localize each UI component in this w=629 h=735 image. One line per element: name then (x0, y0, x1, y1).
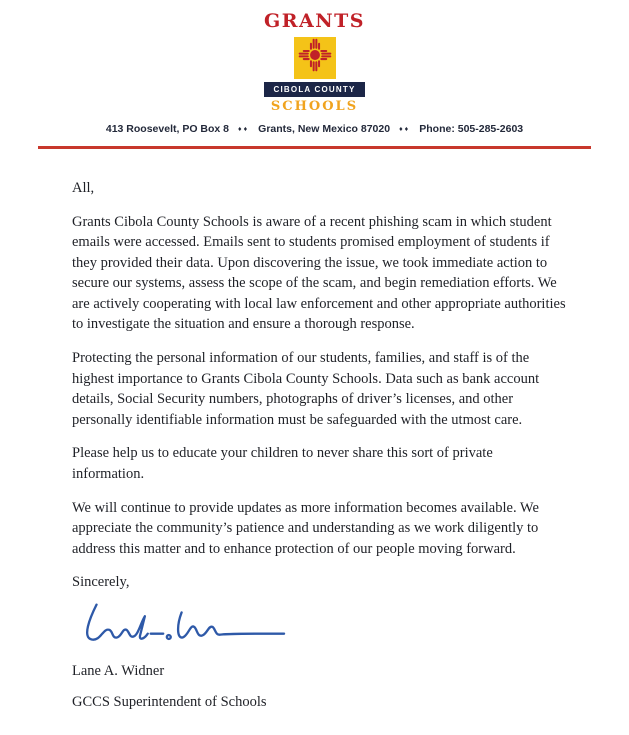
zia-sun-icon (297, 37, 333, 73)
letter-paragraph: Protecting the personal information of our students, families, and staff is of the highest importance to Grants Cibola County Schools. Data such as bank account details, Social Security numbers, photographs of driver’s licenses, and other personally identifiable information must be safeguarded with the utmost care. (72, 350, 540, 428)
county-banner: CIBOLA COUNTY (264, 82, 366, 97)
salutation: All, (72, 180, 95, 196)
handwritten-signature-icon (72, 595, 297, 653)
city-address: Grants, New Mexico 87020 (258, 123, 391, 135)
signature-image (72, 595, 567, 653)
signer-name: Lane A. Widner (72, 662, 165, 679)
schools-label: SCHOOLS (270, 99, 359, 114)
closing: Sincerely, (72, 574, 130, 591)
street-address: 413 Roosevelt, PO Box 8 (105, 123, 230, 135)
letterhead (0, 0, 629, 149)
diamond-separator-icon: ♦♦ (238, 126, 250, 133)
diamond-separator-icon: ♦♦ (399, 126, 411, 133)
letter-paragraph: Please help us to educate your children to never share this sort of private information. (72, 445, 493, 482)
zia-sun-logo (294, 37, 336, 79)
letter-body (0, 149, 629, 713)
contact-line (0, 123, 629, 135)
district-name: GRANTS (264, 10, 365, 32)
signer-title: GCCS Superintendent of Schools (72, 694, 267, 711)
letter-paragraph: Grants Cibola County Schools is aware of a recent phishing scam in which student emails were accessed. Emails sent to students promised employment of students if they provided their data. Upon discovering the issue, we took immediate action to secure our systems, assess the scope of the scam, and begin remediation efforts. We are actively cooperating with local law enforcement and other appropriate authorities to investigate the situation and ensure a thorough response. (72, 213, 566, 333)
letter-paragraph: We will continue to provide updates as more information becomes available. We appreciate the community’s patience and understanding as we work diligently to address this matter and to enhance protection of our people moving forward. (72, 499, 539, 557)
phone-number: Phone: 505-285-2603 (419, 123, 524, 135)
